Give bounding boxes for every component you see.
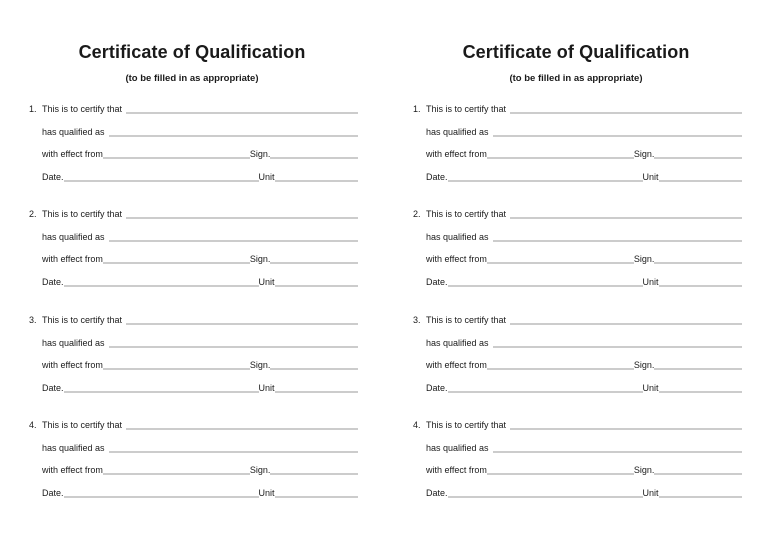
effect-label: with effect from bbox=[42, 360, 103, 370]
certify-label: This is to certify that bbox=[426, 104, 507, 114]
qualified-label: has qualified as bbox=[42, 231, 105, 242]
name-blank-line[interactable] bbox=[510, 112, 742, 114]
date-blank-line[interactable] bbox=[448, 496, 643, 498]
certify-label: This is to certify that bbox=[42, 104, 123, 114]
certificate-entry-4 bbox=[0, 417, 384, 507]
certify-label: This is to certify that bbox=[42, 315, 123, 325]
certificate-title: Certificate of Qualification bbox=[78, 42, 306, 62]
qualification-blank-line[interactable] bbox=[109, 240, 358, 242]
date-blank-line[interactable] bbox=[64, 285, 259, 287]
effect-date-blank-line[interactable] bbox=[487, 368, 634, 370]
effect-label: with effect from bbox=[426, 254, 487, 264]
signature-blank-line[interactable] bbox=[270, 473, 358, 475]
entry-number: 1. bbox=[413, 104, 421, 114]
unit-label: Unit bbox=[642, 277, 659, 287]
signature-blank-line[interactable] bbox=[654, 473, 742, 475]
certificate-entry-3 bbox=[0, 312, 384, 402]
qualification-blank-line[interactable] bbox=[493, 451, 742, 453]
qualified-label: has qualified as bbox=[426, 442, 489, 453]
entry-number: 4. bbox=[29, 420, 37, 430]
effect-date-blank-line[interactable] bbox=[487, 473, 634, 475]
sign-label: Sign. bbox=[249, 360, 271, 370]
entry-number: 1. bbox=[29, 104, 37, 114]
signature-blank-line[interactable] bbox=[654, 262, 742, 264]
qualified-label: has qualified as bbox=[42, 126, 105, 137]
name-blank-line[interactable] bbox=[510, 217, 742, 219]
name-blank-line[interactable] bbox=[126, 428, 358, 430]
certify-label: This is to certify that bbox=[426, 315, 507, 325]
unit-label: Unit bbox=[258, 172, 275, 182]
certificate-title: Certificate of Qualification bbox=[462, 42, 690, 62]
certificate-right bbox=[384, 0, 768, 543]
sign-label: Sign. bbox=[633, 254, 655, 264]
effect-label: with effect from bbox=[42, 254, 103, 264]
unit-blank-line[interactable] bbox=[659, 391, 742, 393]
certificate-subtitle: (to be filled in as appropriate) bbox=[125, 73, 259, 84]
certify-label: This is to certify that bbox=[42, 420, 123, 430]
unit-blank-line[interactable] bbox=[659, 496, 742, 498]
qualified-label: has qualified as bbox=[42, 337, 105, 348]
unit-label: Unit bbox=[642, 488, 659, 498]
qualification-blank-line[interactable] bbox=[493, 240, 742, 242]
qualified-label: has qualified as bbox=[426, 231, 489, 242]
entry-number: 4. bbox=[413, 420, 421, 430]
effect-label: with effect from bbox=[42, 465, 103, 475]
entry-number: 2. bbox=[29, 209, 37, 219]
entry-number: 3. bbox=[413, 315, 421, 325]
effect-date-blank-line[interactable] bbox=[103, 473, 250, 475]
date-blank-line[interactable] bbox=[64, 496, 259, 498]
date-label: Date. bbox=[42, 383, 64, 393]
date-label: Date. bbox=[426, 277, 448, 287]
effect-label: with effect from bbox=[426, 360, 487, 370]
date-label: Date. bbox=[42, 172, 64, 182]
sign-label: Sign. bbox=[633, 149, 655, 159]
sign-label: Sign. bbox=[249, 254, 271, 264]
unit-blank-line[interactable] bbox=[659, 180, 742, 182]
certificate-entry-2 bbox=[384, 206, 768, 296]
unit-blank-line[interactable] bbox=[275, 285, 358, 287]
unit-label: Unit bbox=[258, 383, 275, 393]
date-blank-line[interactable] bbox=[448, 180, 643, 182]
unit-label: Unit bbox=[258, 277, 275, 287]
sign-label: Sign. bbox=[633, 465, 655, 475]
effect-label: with effect from bbox=[426, 465, 487, 475]
signature-blank-line[interactable] bbox=[270, 368, 358, 370]
qualified-label: has qualified as bbox=[426, 337, 489, 348]
unit-label: Unit bbox=[642, 383, 659, 393]
certificate-entry-2 bbox=[0, 206, 384, 296]
sign-label: Sign. bbox=[633, 360, 655, 370]
qualification-blank-line[interactable] bbox=[109, 135, 358, 137]
effect-date-blank-line[interactable] bbox=[487, 262, 634, 264]
effect-date-blank-line[interactable] bbox=[103, 262, 250, 264]
date-label: Date. bbox=[426, 383, 448, 393]
name-blank-line[interactable] bbox=[126, 323, 358, 325]
effect-date-blank-line[interactable] bbox=[487, 157, 634, 159]
date-blank-line[interactable] bbox=[64, 180, 259, 182]
name-blank-line[interactable] bbox=[510, 323, 742, 325]
unit-label: Unit bbox=[642, 172, 659, 182]
signature-blank-line[interactable] bbox=[270, 262, 358, 264]
effect-date-blank-line[interactable] bbox=[103, 368, 250, 370]
name-blank-line[interactable] bbox=[126, 112, 358, 114]
certificate-subtitle: (to be filled in as appropriate) bbox=[509, 73, 643, 84]
certify-label: This is to certify that bbox=[42, 209, 123, 219]
certificate-entry-1 bbox=[384, 101, 768, 191]
unit-blank-line[interactable] bbox=[275, 496, 358, 498]
date-label: Date. bbox=[42, 277, 64, 287]
effect-label: with effect from bbox=[42, 149, 103, 159]
entry-number: 2. bbox=[413, 209, 421, 219]
qualification-blank-line[interactable] bbox=[493, 346, 742, 348]
qualified-label: has qualified as bbox=[42, 442, 105, 453]
name-blank-line[interactable] bbox=[510, 428, 742, 430]
certificate-entry-4 bbox=[384, 417, 768, 507]
certify-label: This is to certify that bbox=[426, 209, 507, 219]
date-blank-line[interactable] bbox=[64, 391, 259, 393]
effect-date-blank-line[interactable] bbox=[103, 157, 250, 159]
sign-label: Sign. bbox=[249, 149, 271, 159]
date-blank-line[interactable] bbox=[448, 285, 643, 287]
unit-label: Unit bbox=[258, 488, 275, 498]
date-blank-line[interactable] bbox=[448, 391, 643, 393]
signature-blank-line[interactable] bbox=[654, 368, 742, 370]
unit-blank-line[interactable] bbox=[275, 391, 358, 393]
unit-blank-line[interactable] bbox=[659, 285, 742, 287]
signature-blank-line[interactable] bbox=[654, 157, 742, 159]
signature-blank-line[interactable] bbox=[270, 157, 358, 159]
qualification-blank-line[interactable] bbox=[109, 346, 358, 348]
date-label: Date. bbox=[426, 172, 448, 182]
unit-blank-line[interactable] bbox=[275, 180, 358, 182]
effect-label: with effect from bbox=[426, 149, 487, 159]
name-blank-line[interactable] bbox=[126, 217, 358, 219]
qualification-blank-line[interactable] bbox=[109, 451, 358, 453]
certify-label: This is to certify that bbox=[426, 420, 507, 430]
qualification-blank-line[interactable] bbox=[493, 135, 742, 137]
certificate-entry-1 bbox=[0, 101, 384, 191]
certificate-entry-3 bbox=[384, 312, 768, 402]
qualified-label: has qualified as bbox=[426, 126, 489, 137]
entry-number: 3. bbox=[29, 315, 37, 325]
date-label: Date. bbox=[426, 488, 448, 498]
sign-label: Sign. bbox=[249, 465, 271, 475]
date-label: Date. bbox=[42, 488, 64, 498]
